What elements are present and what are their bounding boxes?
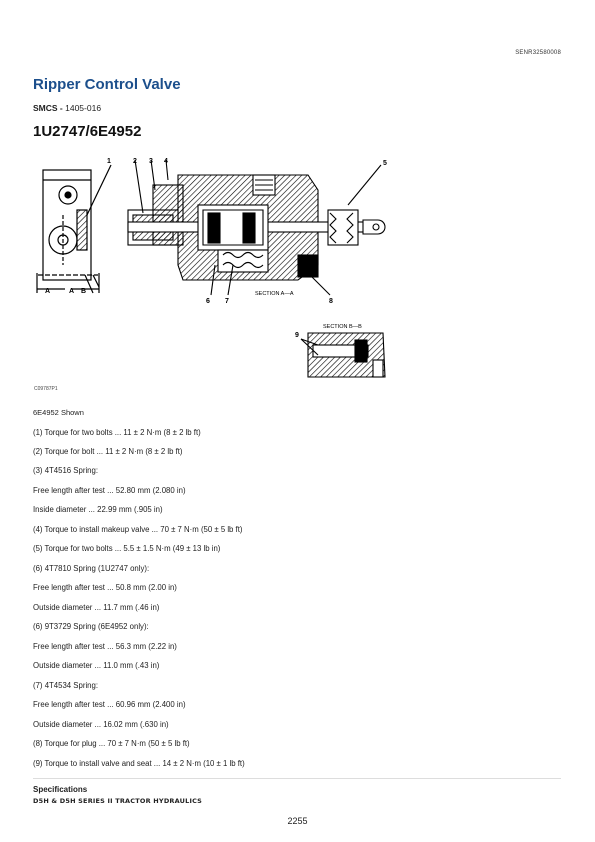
end-view-drawing (37, 165, 111, 293)
spec-line: Free length after test ... 52.80 mm (2.080 in) (33, 486, 186, 495)
label-9: 9 (295, 332, 299, 339)
spec-line: (4) Torque to install makeup valve ... 70 ± 7 N·m (50 ± 5 lb ft) (33, 525, 243, 534)
spec-line: Free length after test ... 56.3 mm (2.22 in) (33, 642, 177, 651)
spec-line: Free length after test ... 50.8 mm (2.00 in) (33, 583, 177, 592)
label-b: B (81, 288, 87, 295)
spec-line: (6) 9T3729 Spring (6E4952 only): (33, 622, 149, 631)
label-7: 7 (225, 298, 229, 305)
footer-section-link[interactable]: Specifications (33, 785, 88, 794)
section-aa-drawing (128, 160, 385, 295)
page-title: Ripper Control Valve (33, 76, 181, 93)
spec-line: (8) Torque for plug ... 70 ± 7 N·m (50 ± 5 lb ft) (33, 739, 190, 748)
spec-line: (1) Torque for two bolts ... 11 ± 2 N·m (8 ± 2 lb ft) (33, 428, 201, 437)
spec-line: (9) Torque to install valve and seat ... 14 ± 2 N·m (10 ± 1 lb ft) (33, 759, 245, 768)
label-3: 3 (149, 158, 153, 165)
footer-series: D5H & D5H SERIES II TRACTOR HYDRAULICS (33, 797, 203, 805)
spec-line: Outside diameter ... 11.0 mm (.43 in) (33, 661, 160, 670)
label-2: 2 (133, 158, 137, 165)
smcs-line (33, 103, 101, 113)
smcs-label: SMCS - (33, 103, 63, 113)
smcs-value: 1405-016 (65, 103, 102, 113)
part-numbers-heading: 1U2747/6E4952 (33, 123, 142, 140)
label-5: 5 (383, 160, 387, 167)
label-a-left: A (45, 288, 51, 295)
section-bb-label: SECTION B—B (323, 324, 362, 330)
label-8: 8 (329, 298, 333, 305)
spec-line: Free length after test ... 60.96 mm (2.400 in) (33, 700, 186, 709)
label-1: 1 (107, 158, 111, 165)
spec-line: Outside diameter ... 16.02 mm (.630 in) (33, 720, 169, 729)
spec-line: (6) 4T7810 Spring (1U2747 only): (33, 564, 150, 573)
spec-line: (5) Torque for two bolts ... 5.5 ± 1.5 N·m (49 ± 13 lb in) (33, 544, 221, 553)
section-aa-label: SECTION A—A (255, 291, 294, 297)
spec-line: Inside diameter ... 22.99 mm (.905 in) (33, 505, 163, 514)
figure-code: C09787P1 (34, 386, 58, 392)
footer-divider (33, 778, 561, 779)
label-a-right: A (69, 288, 75, 295)
section-bb-drawing (301, 333, 385, 377)
document-id: SENR32580008 (515, 50, 561, 56)
spec-line: (7) 4T4534 Spring: (33, 681, 99, 690)
page-number: 2255 (287, 816, 308, 826)
label-4: 4 (164, 158, 168, 165)
spec-line: Outside diameter ... 11.7 mm (.46 in) (33, 603, 160, 612)
valve-illustration (33, 155, 423, 400)
spec-line: (3) 4T4516 Spring: (33, 466, 99, 475)
spec-line: (2) Torque for bolt ... 11 ± 2 N·m (8 ± 2 lb ft) (33, 447, 183, 456)
figure-caption: 6E4952 Shown (33, 408, 84, 417)
label-6: 6 (206, 298, 210, 305)
